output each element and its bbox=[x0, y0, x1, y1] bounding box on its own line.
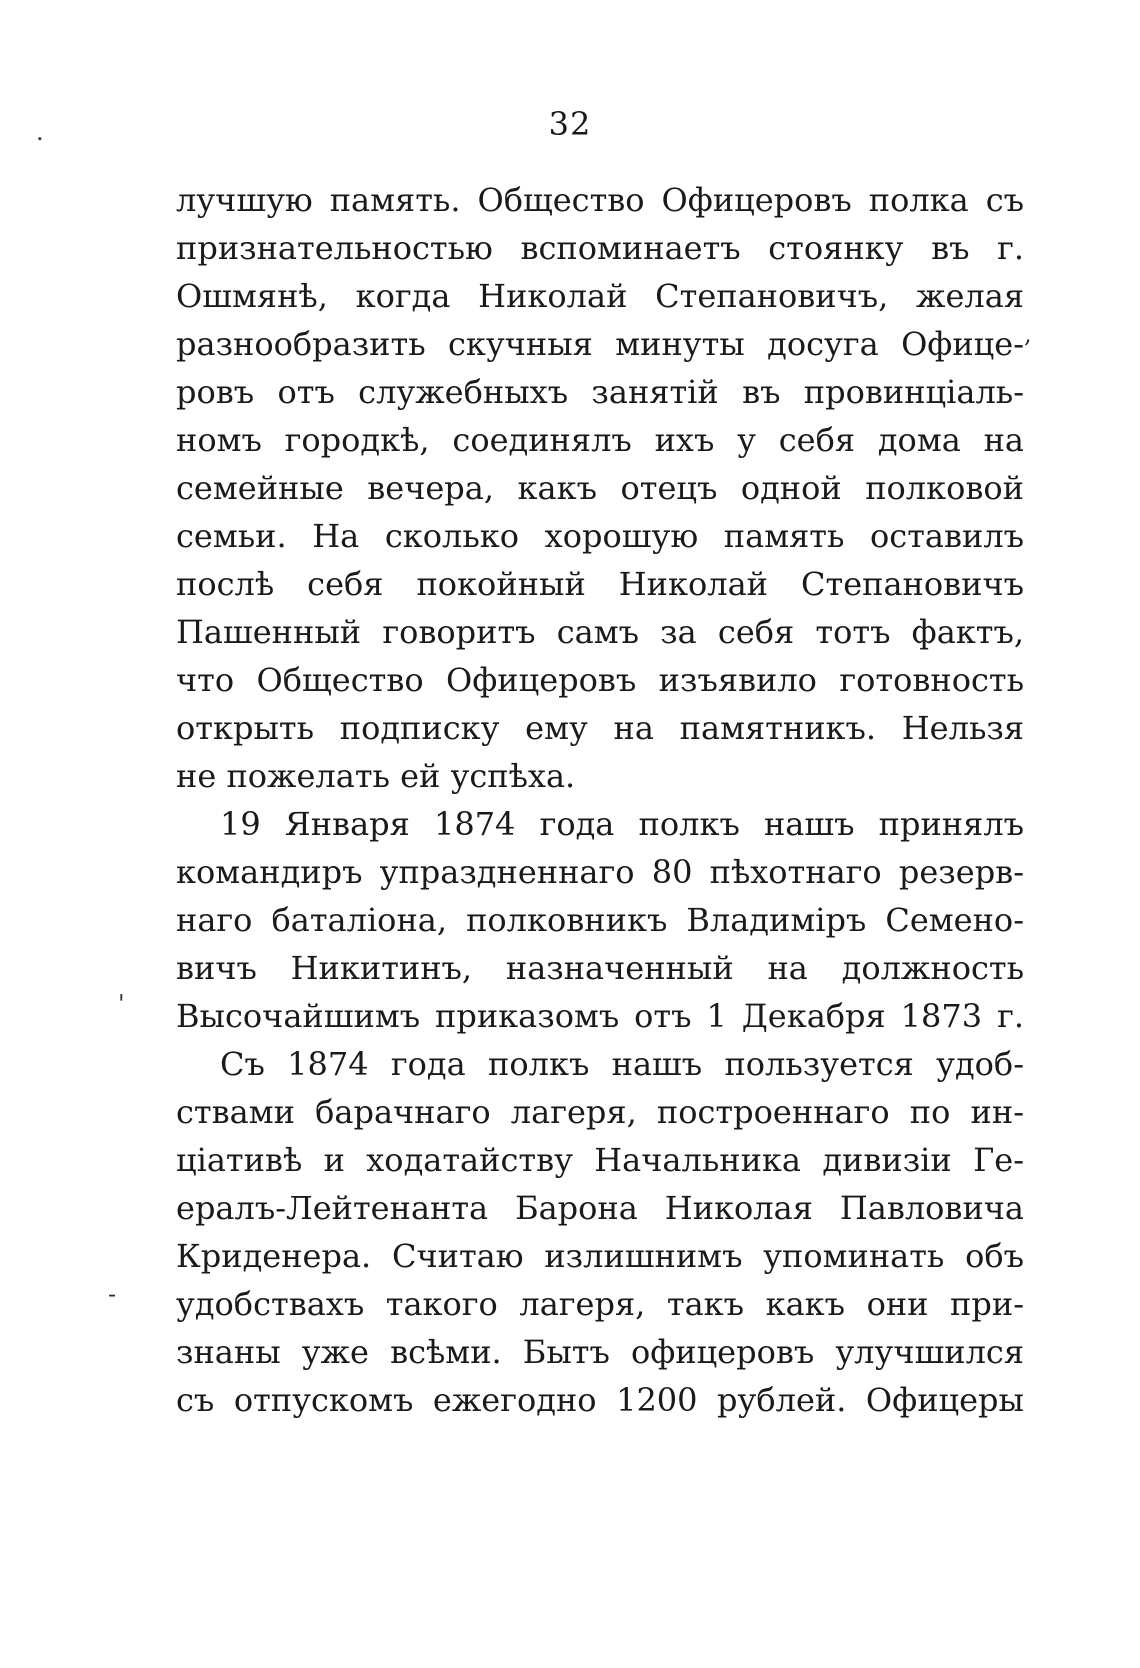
text-line: Высочайшимъ приказомъ отъ 1 Декабря 1873 г. bbox=[176, 997, 1024, 1035]
text-line: открыть подписку ему на памятникъ. Нельзя bbox=[176, 709, 1024, 747]
print-speck: - bbox=[108, 1280, 117, 1308]
text-line: послѣ себя покойный Николай Степановичъ bbox=[176, 565, 1024, 603]
text-line: ровъ отъ служебныхъ занятій въ провинціаль- bbox=[176, 373, 1024, 411]
text-line: признательностью вспоминаетъ стоянку въ г. bbox=[176, 229, 1024, 267]
text-line: лучшую память. Общество Офицеровъ полка съ bbox=[176, 181, 1024, 219]
text-line: номъ городкѣ, соединялъ ихъ у себя дома на bbox=[176, 421, 1024, 459]
text-line: не пожелать ей успѣха. bbox=[176, 757, 576, 795]
text-line: Съ 1874 года полкъ нашъ пользуется удоб- bbox=[220, 1045, 1024, 1083]
text-line: ціативѣ и ходатайству Начальника дивизіи Ге- bbox=[176, 1141, 1024, 1179]
text-line: что Общество Офицеровъ изъявило готовность bbox=[176, 661, 1024, 699]
text-line: 19 Января 1874 года полкъ нашъ принялъ bbox=[220, 805, 1024, 843]
print-speck: ' bbox=[118, 990, 125, 1018]
body-text bbox=[176, 176, 1024, 1424]
text-line: ералъ-Лейтенанта Барона Николая Павловича bbox=[176, 1189, 1024, 1227]
print-speck: . bbox=[36, 118, 44, 146]
text-line: семейные вечера, какъ отецъ одной полковой bbox=[176, 469, 1024, 507]
text-line: вичъ Никитинъ, назначенный на должность bbox=[176, 949, 1024, 987]
print-speck: , bbox=[1024, 320, 1032, 348]
text-line: ствами барачнаго лагеря, построеннаго по ин- bbox=[176, 1093, 1024, 1131]
text-line: знаны уже всѣми. Бытъ офицеровъ улучшился bbox=[176, 1333, 1024, 1371]
text-line: командиръ упраздненнаго 80 пѣхотнаго резерв- bbox=[176, 853, 1024, 891]
page-number: 32 bbox=[548, 105, 592, 143]
text-line: Ошмянѣ, когда Николай Степановичъ, желая bbox=[176, 277, 1024, 315]
text-line: наго баталіона, полковникъ Владиміръ Семено- bbox=[176, 901, 1024, 939]
text-line: Криденера. Считаю излишнимъ упоминать объ bbox=[176, 1237, 1024, 1275]
text-line: разнообразить скучныя минуты досуга Офице- bbox=[176, 325, 1024, 363]
text-line: Пашенный говоритъ самъ за себя тотъ фактъ, bbox=[176, 613, 1024, 651]
text-line: съ отпускомъ ежегодно 1200 рублей. Офицеры bbox=[176, 1381, 1024, 1419]
text-line: семьи. На сколько хорошую память оставилъ bbox=[176, 517, 1024, 555]
text-line: удобствахъ такого лагеря, такъ какъ они при- bbox=[176, 1285, 1024, 1323]
